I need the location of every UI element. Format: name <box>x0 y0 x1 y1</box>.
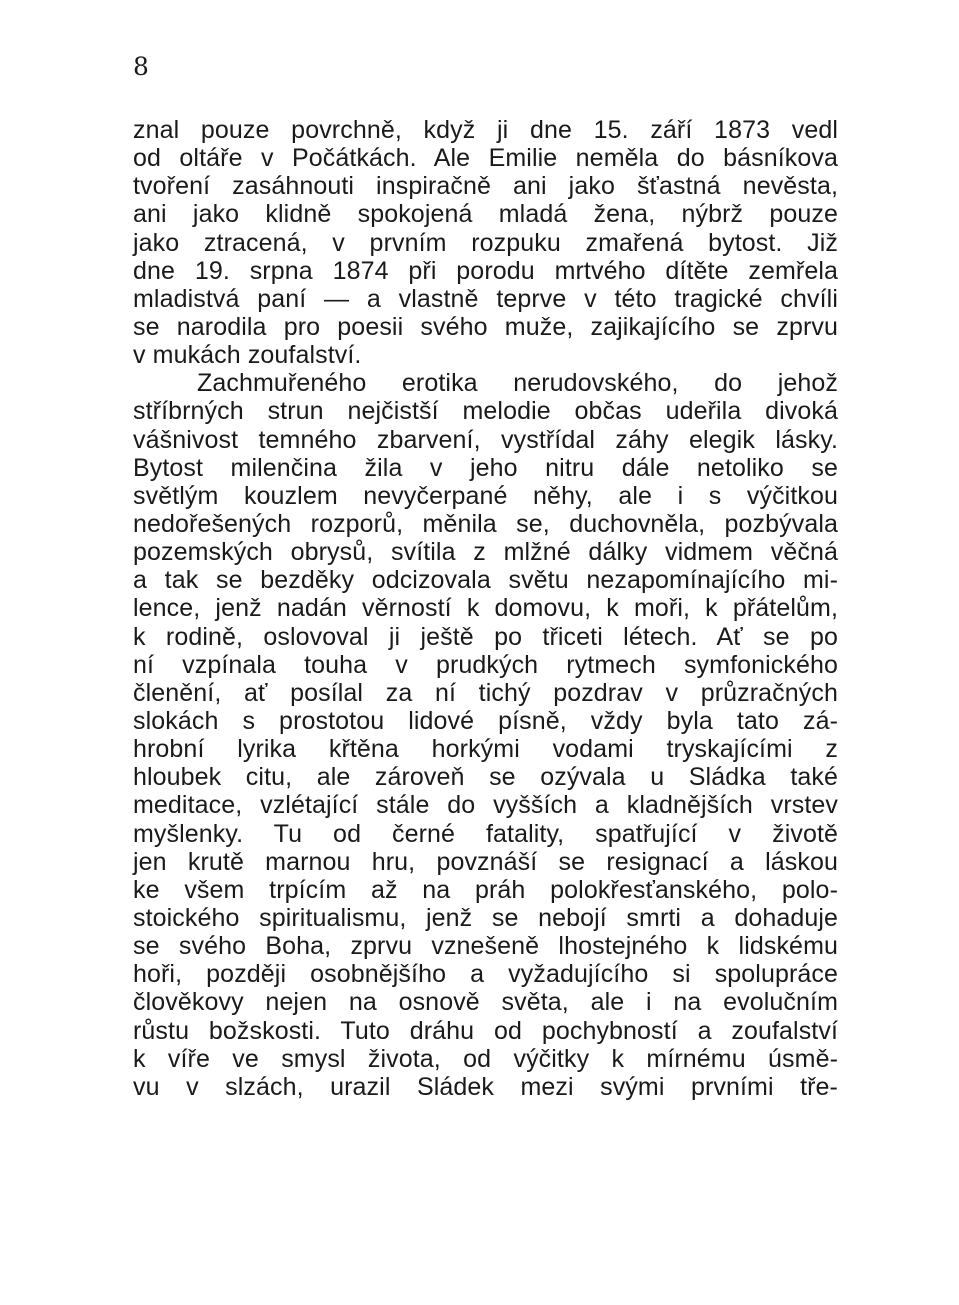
text-line: růstu božskosti. Tuto dráhu od pochybností a zoufalství <box>133 1016 838 1045</box>
text-line: členění, ať posílal za ní tichý pozdrav v průzračných <box>133 678 838 707</box>
body-text <box>133 116 838 1101</box>
text-line: stříbrných strun nejčistší melodie občas udeřila divoká <box>133 397 838 426</box>
text-line: znal pouze povrchně, když ji dne 15. září 1873 vedl <box>133 116 838 144</box>
text-line: se svého Boha, zprvu vznešeně lhostejného k lidskému <box>133 932 838 961</box>
text-line: se narodila pro poesii svého muže, zajikajícího se zprvu <box>133 312 838 341</box>
text-line: pozemských obrysů, svítila z mlžné dálky vidmem věčná <box>133 538 838 567</box>
text-line: hloubek citu, ale zároveň se ozývala u Sládka také <box>133 763 838 792</box>
text-line: jako ztracená, v prvním rozpuku zmařená bytost. Již <box>133 228 838 257</box>
text-line: hrobní lyrika křtěna horkými vodami tryskajícími z <box>133 735 838 764</box>
text-line: lence, jenž nadán věrností k domovu, k moři, k přátelům, <box>133 594 838 623</box>
text-line: meditace, vzlétající stále do vyšších a kladnějších vrstev <box>133 791 838 820</box>
text-line: tvoření zasáhnouti inspiračně ani jako šťastná nevěsta, <box>133 172 838 201</box>
text-line: a tak se bezděky odcizovala světu nezapomínajícího mi- <box>133 566 838 595</box>
text-line: Bytost milenčina žila v jeho nitru dále netoliko se <box>133 453 838 482</box>
text-line: vášnivost temného zbarvení, vystřídal záhy elegik lásky. <box>133 425 838 454</box>
text-line: jen krutě marnou hru, povznáší se resignací a láskou <box>133 847 838 876</box>
text-line: člověkovy nejen na osnově světa, ale i na evolučním <box>133 988 838 1017</box>
text-line: hoři, později osobnějšího a vyžadujícího si spolupráce <box>133 960 838 989</box>
text-line: vu v slzách, urazil Sládek mezi svými prvními tře- <box>133 1072 838 1101</box>
text-line: ke všem trpícím až na práh polokřesťanského, polo- <box>133 875 838 904</box>
text-line: k rodině, oslovoval ji ještě po třiceti létech. Ať se po <box>133 622 838 651</box>
paragraph-start-line: Zachmuřeného erotika nerudovského, do jehož <box>197 369 838 398</box>
page-number: 8 <box>133 52 149 81</box>
text-line: slokách s prostotou lidové písně, vždy byla tato zá- <box>133 706 838 735</box>
text-line: světlým kouzlem nevyčerpané něhy, ale i s výčitkou <box>133 481 838 510</box>
text-line: mladistvá paní — a vlastně teprve v této tragické chvíli <box>133 284 838 313</box>
text-line: nedořešených rozporů, měnila se, duchovněla, pozbývala <box>133 509 838 538</box>
paragraph-end-line: v mukách zoufalství. <box>133 341 362 370</box>
text-line: ní vzpínala touha v prudkých rytmech symfonického <box>133 650 838 679</box>
text-line: k víře ve smysl života, od výčitky k mírnému úsmě- <box>133 1044 838 1073</box>
text-line: stoického spiritualismu, jenž se nebojí smrti a dohaduje <box>133 903 838 932</box>
text-line: ani jako klidně spokojená mladá žena, nýbrž pouze <box>133 200 838 229</box>
text-line: dne 19. srpna 1874 při porodu mrtvého dítěte zemřela <box>133 256 838 285</box>
text-line: od oltáře v Počátkách. Ale Emilie neměla do básníkova <box>133 144 838 173</box>
text-line: myšlenky. Tu od černé fatality, spatřující v životě <box>133 819 838 848</box>
